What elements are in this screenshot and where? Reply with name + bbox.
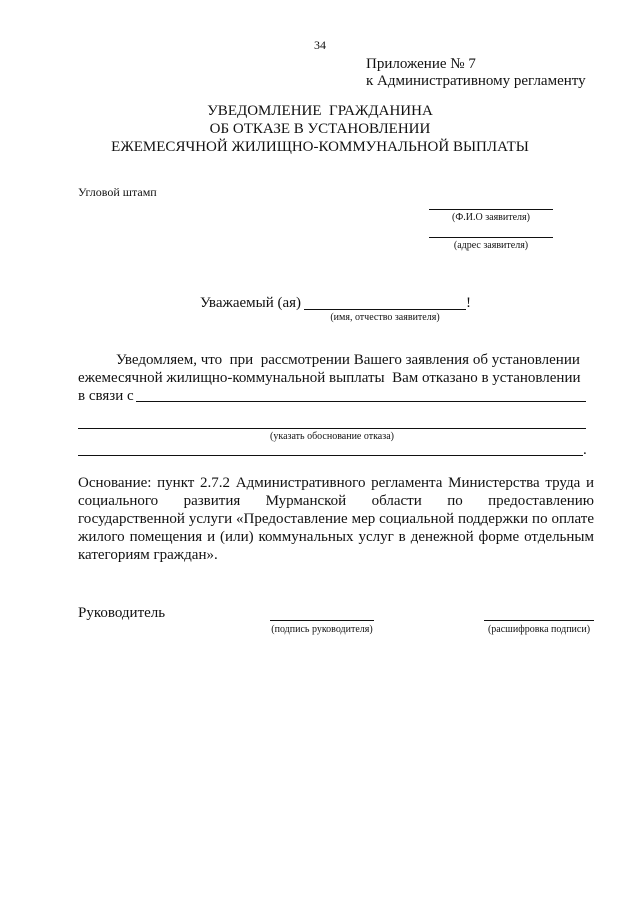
basis-paragraph: Основание: пункт 2.7.2 Административного регламента Министерства труда и социального развития Мурманской области по предоставлению государственной услуги «Предоставление мер социальной поддержки по оплате жилого помещения и (или) коммунальных услуг в денежной форме отдельным категориям граждан». — [78, 475, 594, 563]
head-label: Руководитель — [78, 605, 166, 621]
notice-line-1: Уведомляем, что при рассмотрении Вашего заявления об установлении — [116, 352, 580, 368]
applicant-address-caption: (адрес заявителя) — [453, 240, 529, 251]
signature-decode-line — [484, 620, 594, 621]
applicant-fio-line — [429, 209, 553, 210]
document-title — [0, 102, 640, 156]
notice-line-2: ежемесячной жилищно-коммунальной выплаты Вам отказано в установлении — [78, 370, 581, 386]
reason-end-dot: . — [583, 442, 587, 458]
title-line-1: УВЕДОМЛЕНИЕ ГРАЖДАНИНА — [207, 103, 433, 119]
reason-caption: (указать обоснование отказа) — [270, 431, 394, 442]
appendix-line-2: к Административному регламенту — [366, 73, 586, 89]
title-line-3: ЕЖЕМЕСЯЧНОЙ ЖИЛИЩНО-КОММУНАЛЬНОЙ ВЫПЛАТЫ — [111, 139, 529, 155]
appendix-line-1: Приложение № 7 — [366, 56, 476, 72]
greeting-exclamation: ! — [466, 295, 471, 311]
greeting-name-caption: (имя, отчество заявителя) — [330, 312, 440, 323]
reason-fill-line-2 — [78, 428, 586, 429]
applicant-fio-caption: (Ф.И.О заявителя) — [452, 212, 530, 223]
title-line-2: ОБ ОТКАЗЕ В УСТАНОВЛЕНИИ — [209, 121, 431, 137]
appendix-reference — [366, 56, 586, 90]
reason-fill-line-1 — [136, 401, 586, 402]
corner-stamp-label: Угловой штамп — [78, 185, 157, 199]
reason-fill-line-3 — [78, 455, 583, 456]
greeting-text: Уважаемый (ая) — [200, 295, 302, 311]
greeting-name-line — [304, 309, 466, 310]
notice-line-3: в связи с — [78, 388, 134, 404]
applicant-address-line — [429, 237, 553, 238]
signature-line — [270, 620, 374, 621]
signature-caption: (подпись руководителя) — [271, 624, 373, 635]
page-number: 34 — [314, 38, 326, 52]
signature-decode-caption: (расшифровка подписи) — [487, 624, 591, 635]
